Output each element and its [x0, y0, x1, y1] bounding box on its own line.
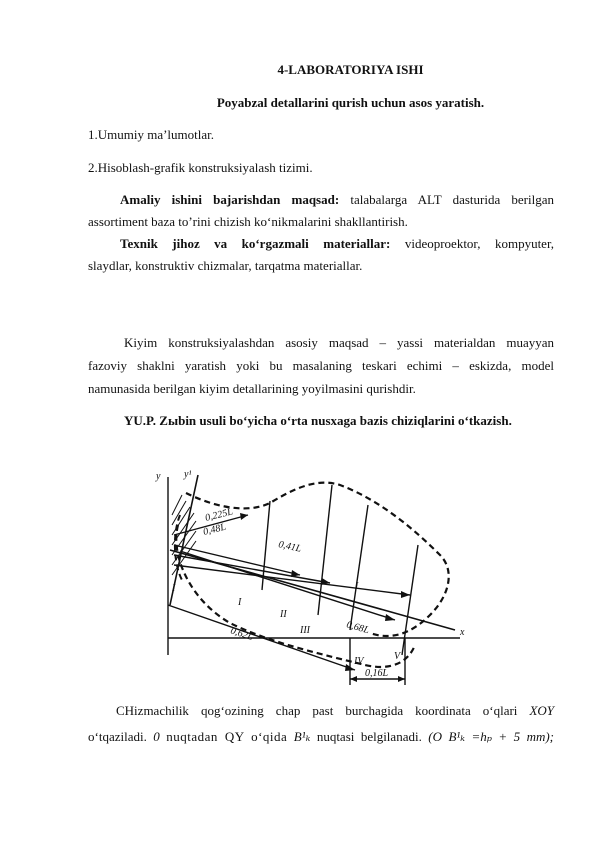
bottom-line-2	[88, 729, 554, 745]
list-item: 1.Umumiy ma’lumotlar.	[88, 127, 215, 142]
bottom-text: nuqtadan QY o‘qida	[166, 729, 288, 744]
intro-line-2: fazoviy shaklni yaratish yoki bu masalaning teskari echimi – eskizda, model	[88, 358, 554, 373]
bottom-line-1	[116, 703, 554, 719]
equipment-text: videoproektor, kompyuter,	[404, 236, 555, 251]
section-title: YU.P. Zыbin usuli bo‘yicha o‘rta nusxaga bazis chiziqlarini o‘tkazish.	[124, 413, 512, 428]
label-016: 0,16L	[365, 668, 389, 679]
label-x: x	[460, 627, 465, 638]
equipment-line-2: slaydlar, konstruktiv chizmalar, tarqatma materiallar.	[88, 258, 363, 273]
equipment-line-1	[120, 236, 554, 252]
bottom-text: CHizmachilik qog‘ozining chap past burchagida koordinata o‘qlari	[116, 703, 518, 718]
line-I	[174, 565, 410, 595]
bottom-text: nuqtasi belgilanadi.	[316, 729, 422, 744]
label-roman-i-right: I	[355, 581, 359, 592]
label-062: 0,62L	[229, 625, 255, 643]
label-068: 0,68L	[345, 619, 371, 637]
bottom-xoy: XOY	[529, 703, 554, 718]
intro-line-3: namunasida berilgan kiyim detallarining yoyilmasini qurishdir.	[88, 381, 416, 396]
aim-label: Amaliy ishini bajarishdan maqsad:	[120, 192, 340, 207]
label-041: 0,41L	[277, 539, 303, 555]
aim-line-2: assortiment baza to’rini chizish ko‘nikmalarini shakllantirish.	[88, 214, 408, 229]
line-041	[174, 555, 330, 583]
shoe-construction-figure	[150, 455, 490, 695]
aim-line-1	[120, 192, 554, 208]
label-roman-v: V	[394, 651, 401, 662]
bottom-bk: B¹ₖ	[293, 729, 311, 744]
bottom-formula: (O B¹ₖ =hₚ + 5 mm);	[428, 729, 555, 744]
label-roman-i-left: I	[172, 583, 176, 594]
label-y1: y¹	[184, 469, 192, 480]
intro-line-1: Kiyim konstruksiyalashdan asosiy maqsad – yassi materialdan muayyan	[124, 335, 554, 350]
label-048: 0,48L	[202, 521, 228, 538]
label-y: y	[156, 471, 161, 482]
label-0225: 0,225L	[204, 506, 234, 524]
list-item: 2.Hisoblash-grafik konstruksiyalash tizimi.	[88, 160, 313, 175]
label-roman-iv: IV	[354, 656, 364, 667]
shoe-contour-upper	[186, 483, 449, 636]
aim-text: talabalarga ALT dasturida berilgan	[350, 192, 554, 207]
label-roman-iii: III	[300, 625, 310, 636]
section-line	[350, 505, 368, 630]
equipment-label: Texnik jihoz va ko‘rgazmali materiallar:	[120, 236, 391, 251]
label-roman-i-mid: I	[238, 597, 242, 608]
bottom-zero: 0	[153, 729, 160, 744]
lab-subheading: Poyabzal detallarini qurish uchun asos yaratish.	[216, 95, 485, 110]
line-main	[170, 550, 455, 630]
bottom-text: o‘tqaziladi.	[88, 729, 147, 744]
lab-heading: 4-LABORATORIYA ISHI	[277, 62, 424, 77]
label-roman-ii: II	[280, 609, 287, 620]
